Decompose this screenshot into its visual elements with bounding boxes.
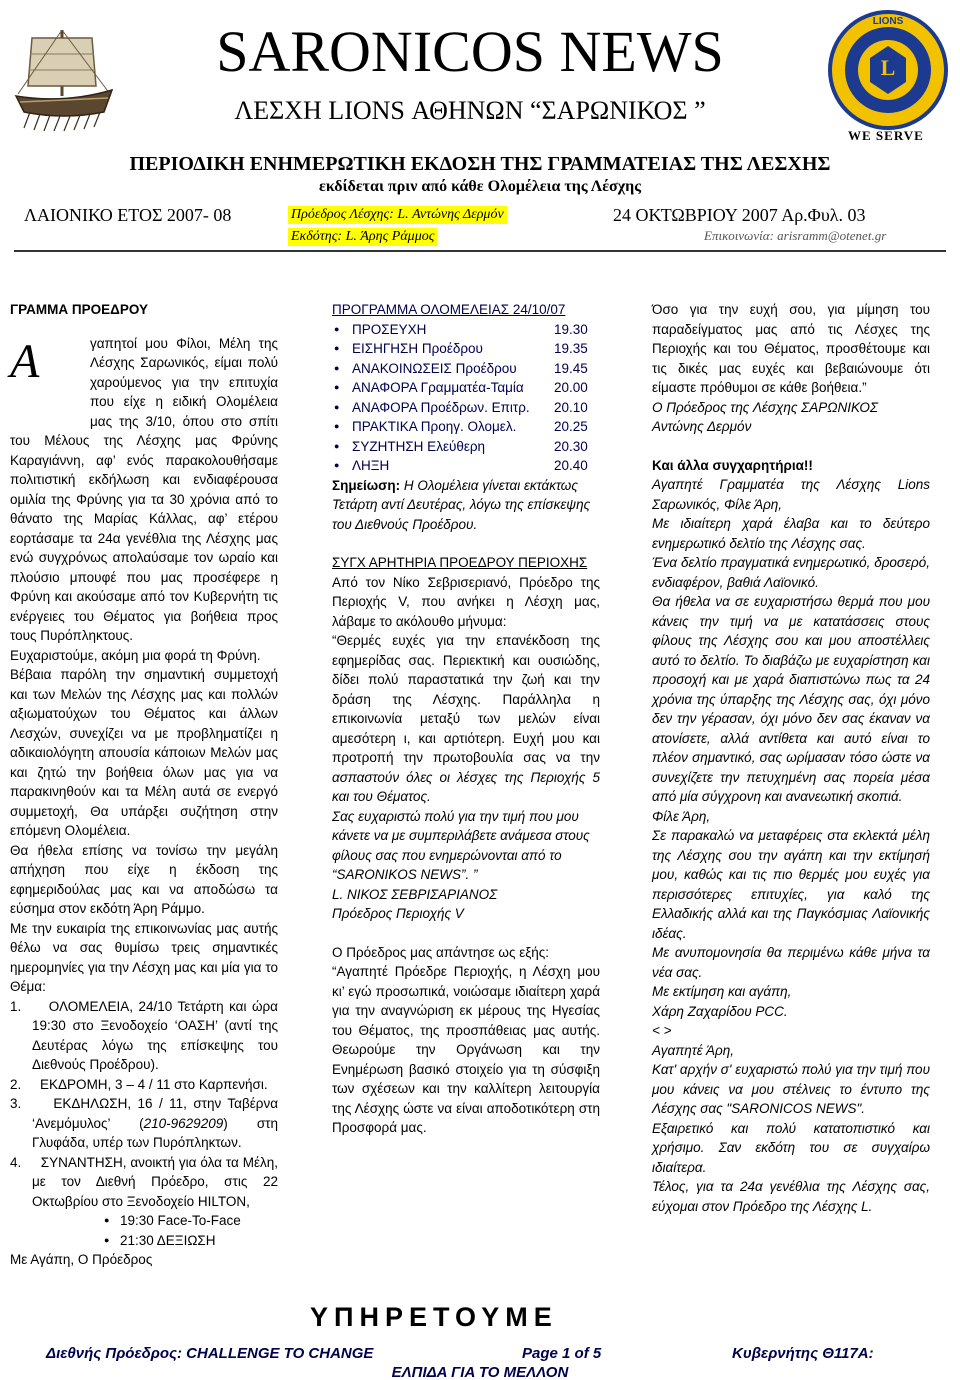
separator: < >	[652, 1023, 672, 1038]
club-subtitle: ΛΕΣΧΗ LIONS ΑΘΗΝΩΝ “ΣΑΡΩΝΙΚΟΣ ”	[234, 96, 706, 125]
letter-paragraph: Με ιδιαίτερη χαρά έλαβα και το δεύτερο ενημερωτικό δελτίο της Λέσχης σας.	[652, 516, 930, 551]
program-item: ● ΣΥΖΗΤΗΣΗ Ελεύθερη 20.30	[332, 437, 600, 457]
letter-paragraph: Κατ' αρχήν σ' ευχαριστώ πολύ για την τιμή που μου κάνεις να μου στέλνεις το έντυπο της Λέσχης σας "SARONICOS NEWS".	[652, 1062, 930, 1116]
header-divider	[14, 250, 946, 252]
list-item: 2. ΕΚΔΡΟΜΗ, 3 – 4 / 11 στο Καρπενήσι.	[10, 1076, 268, 1092]
svg-text:LIONS: LIONS	[872, 16, 904, 27]
issue-date: 24 ΟΚΤΩΒΡΙΟΥ 2007 Αρ.Φυλ. 03	[613, 205, 866, 225]
rally-signature-title: Πρόεδρος Περιοχής V	[332, 906, 464, 921]
letter-paragraph: Φίλε Άρη,	[652, 808, 711, 824]
congrats-heading: Και άλλα συγχαρητήρια!!	[652, 457, 813, 473]
letter-paragraph: Θα ήθελα να σε ευχαριστήσω θερμά που μου κάνεις την τιμή να με κατατάσσεις στους φίλους της Λέσχης σου και μου αποστέλλεις αυτό το δελτίο. Το διαβάζω με ευχαρίστηση και προσοχή και με χαρά διαπιστώνω πως τα 24 χρόνια της ύπαρξης της Λέσχης σας, όχι μόνο δεν την γέρασαν, όχι μόνο δεν σας έκαναν να ατονίσετε, αλλά αντίθετα και αυτό είναι το πλέον σημαντικό, σας ωρίμασαν τόσο ώστε να συνεχίζετε την πετυχημένη σας πορεία μέσα από μία σύγχρονη και ανανεωτική σκοπιά.	[652, 594, 930, 804]
president-line: Πρόεδρος Λέσχης: L. Αντώνης Δερμόν	[288, 206, 507, 224]
letter-paragraph: Με εκτίμηση και αγάπη,	[652, 984, 792, 999]
program-item: ● ΕΙΣΗΓΗΣΗ Προέδρου 19.35	[332, 339, 600, 359]
we-serve-motto: WE SERVE	[848, 128, 924, 143]
program-column	[332, 300, 600, 1138]
program-item: ● ΑΝΑΦΟΡΑ Γραμματέα-Ταμία 20.00	[332, 378, 600, 398]
reply-signature-name: Αντώνης Δερμόν	[652, 419, 752, 434]
list-item: 4. ΣΥΝΑΝΤΗΣΗ, ανοικτή για όλα τα Μέλη, με τον Διεθνή Πρόεδρο, στις 22 Οκτωβρίου στο Ξενοδοχείο HILTON,	[10, 1154, 278, 1209]
note-label: Σημείωση:	[332, 477, 401, 493]
program-item: ● ΛΗΞΗ 20.40	[332, 456, 600, 476]
international-president-slogan: Διεθνής Πρόεδρος: CHALLENGE TO CHANGE	[46, 1345, 374, 1362]
letter-paragraph: Ένα δελτίο πραγματικά ενημερωτικό, δροσερό, ενδιαφέρον, βαθιά Λαϊονικό.	[652, 555, 930, 590]
letter-paragraph: Τέλος, για τα 24α γενέθλια της Λέσχης σας, εύχομαι στον Πρόεδρο της Λέσχης L.	[652, 1179, 930, 1214]
newsletter-title: SARONICOS NEWS	[216, 19, 724, 84]
publication-frequency: εκδίδεται πριν από κάθε Ολομέλεια της Λέσχης	[319, 178, 641, 195]
motto-banner: ΥΠΗΡΕΤΟΥΜΕ	[310, 1302, 558, 1332]
reply-intro: Ο Πρόεδρος μας απάντησε ως εξής:	[332, 944, 550, 960]
letter-paragraph: Αγαπητέ Άρη,	[652, 1042, 734, 1058]
svg-text:L: L	[880, 55, 896, 80]
program-item: ● ΠΡΟΣΕΥΧΗ 19.30	[332, 320, 600, 340]
lions-year: ΛΑΙΟΝΙΚΟ ΕΤΟΣ 2007- 08	[24, 205, 232, 225]
reply-paragraph: “Αγαπητέ Πρόεδρε Περιοχής, η Λέσχη μου κι’ εγώ προσωπικά, νοιώσαμε ιδιαίτερη χαρά για την αναγνώριση εκ μέρους της Ηγεσίας του Θέματος, της προσπάθειας μας αυτής. Θεωρούμε την Οργάνωση και την Ενημέρωση βασικό στοιχείο για τη σύσφιξη των σχέσεων και την καλλίτερη λειτουργία της Λέσχης ώστε να είναι αποδοτικότερη στη Προσφορά μας.	[332, 964, 600, 1135]
letter-paragraph: Εξαιρετικό και πολύ κατατοπιστικό και χρήσιμο. Σαν εκδότη του σε συγχαίρω ιδιαίτερα.	[652, 1120, 930, 1175]
phone-number: 210-9629209	[143, 1115, 224, 1131]
lions-logo	[826, 8, 950, 138]
program-item: ● ΑΝΑΦΟΡΑ Προέδρων. Επιτρ. 20.10	[332, 398, 600, 418]
letter-paragraph: Ευχαριστούμε, ακόμη μια φορά τη Φρύνη.	[10, 647, 261, 663]
letter-paragraph: γαπητοί μου Φίλοι, Μέλη της Λέσχης Σαρωνικός, είμαι πολύ χαρούμενος για την επιτυχία που είχε η ειδική Ολομέλεια μας της 3/10, όπου στο σπίτι του Μέλους της Λέσχης μας Φρύνης Καραγιάννη, αφ’ ενός παρακολουθήσαμε πολιτιστική εκδήλωση και ενδιαφέρουσα ομιλία της Φρύνης για τα 30 χρόνια από το θάνατο της Μαρίας Κάλλας, αφ’ ετέρου εορτάσαμε τα 24α γενέθλια της Λέσχης μας ενώ συγχρόνως απολαύσαμε τον ωραίο και πλούσιο μπουφέ που μας προσέφερε η Φρύνη και ακούσαμε από τον Κυβερνήτη τις ενέργειες του Θέματος για βοήθεια προς τους Πυρόπληκτους.	[10, 335, 278, 643]
reply-signature: Ο Πρόεδρος της Λέσχης ΣΑΡΩΝΙΚΟΣ	[652, 399, 878, 415]
president-letter-heading: ΓΡΑΜΜΑ ΠΡΟΕΔΡΟΥ	[10, 302, 148, 317]
governor-label: Κυβερνήτης Θ117Α:	[732, 1345, 874, 1362]
rally-paragraph: Από τον Νίκο Σεβρισεριανό, Πρόεδρο της Περιοχής V, που ανήκει η Λέσχη μας, λάβαμε το ακόλουθο μήνυμα:	[332, 574, 600, 629]
letter-paragraph: Βέβαια παρόλη την σημαντική συμμετοχή και των Μελών της Λέσχης μας και πολλών αξιωματούχων του Θέματος και άλλων Λεσχών, συνεχίζει να με προβληματίζει η αδικαιολόγητη απουσία κάποιων Μελών μας και ζητώ την βοήθεια όλων μας για να παρακινηθούν και τα Μέλη αυτά σε ενεργό συμμετοχή, Θα υπάρξει συζήτηση στην επόμενη Ολομέλεια.	[10, 667, 278, 838]
reply-paragraph: Όσο για την ευχή σου, για μίμηση του παραδείγματος μας από τις Λέσχες της Περιοχής και του Θέματος, προσθέτουμε και τις δικές μας ευχές και βεβαιώνουμε ότι είμαστε πρόθυμοι σε κάθε βοήθεια.”	[652, 302, 930, 395]
publication-description: ΠΕΡΙΟΔΙΚΗ ΕΝΗΜΕΡΩΤΙΚΗ ΕΚΔΟΣΗ ΤΗΣ ΓΡΑΜΜΑΤΕΙΑΣ ΤΗΣ ΛΕΣΧΗΣ	[129, 153, 831, 175]
governor-slogan: ΕΛΠΙΔΑ ΓΙΑ ΤΟ ΜΕΛΛΟΝ	[391, 1364, 569, 1380]
rally-paragraph-italic: ασπαστούν όλες οι λέσχες της Περιοχής 5 και του Θέματος.	[332, 769, 600, 804]
letter-paragraph: Με την ευκαιρία της επικοινωνίας μας αυτής θέλω να σας θυμίσω τρεις σημαντικές ημερομηνίες για την Λέσχη μας και μία για το Θέμα:	[10, 920, 278, 994]
rally-heading: ΣΥΓΧ ΑΡΗΤΗΡΙΑ ΠΡΟΕΔΡΟΥ ΠΕΡΙΟΧΗΣ	[332, 555, 588, 570]
letter-paragraph: Σε παρακαλώ να μεταφέρεις στα εκλεκτά μέλη της Λέσχης σου την αγάπη και την εκτίμησή μου, καθώς και τις πιο θερμές μου ευχές για περισσότερες επιτυχίες, για καλό της Ελλαδικής αλλά και της Παγκόσμιας Λαϊονικής ιδέας.	[652, 828, 930, 941]
letter-paragraph: Με ανυπομονησία θα περιμένω κάθε μήνα τα νέα σας.	[652, 945, 930, 980]
list-item: 3. ΕΚΔΗΛΩΣΗ, 16 / 11, στην Ταβέρνα ‘Ανεμόμυλος’ (210-9629209) στη Γλυφάδα, υπέρ των Πυρόπληκτων.	[10, 1096, 278, 1150]
program-item: ● ΑΝΑΚΟΙΝΩΣΕΙΣ Προέδρου 19.45	[332, 359, 600, 379]
drop-cap: Α	[10, 334, 40, 388]
sub-list-item: ● 19:30 Face-To-Face	[10, 1211, 278, 1231]
rally-paragraph: Σας ευχαριστώ πολύ για την τιμή που μου κάνετε να με συμπεριλάβετε ανάμεσα στους φίλους σας που ενημερώνονται από το “SARONIKOS NEWS”. ”	[332, 808, 590, 882]
letter-paragraph: Θα ήθελα επίσης να τονίσω την μεγάλη απήχηση που είχε η έκδοση της εφημεριδούλας μας και να αποδώσω τα εύσημα στον εκδότη Άρη Ράμμο.	[10, 842, 278, 916]
program-item: ● ΠΡΑΚΤΙΚΑ Προηγ. Ολομελ. 20.25	[332, 417, 600, 437]
sub-list-item: ● 21:30 ΔΕΞΙΩΣΗ	[10, 1231, 278, 1251]
note-text: Η Ολομέλεια γίνεται εκτάκτως Τετάρτη αντί Δευτέρας, λόγω της επίσκεψης του Διεθνούς Προέδρου.	[332, 477, 591, 532]
contact-email[interactable]: Επικοινωνία: arisramm@otenet.gr	[704, 228, 887, 243]
list-item: 1. ΟΛΟΜΕΛΕΙΑ, 24/10 Τετάρτη και ώρα 19:30 στο Ξενοδοχείο ‘ΟΑΣΗ’ (αντί της Δευτέρας λόγω της επίσκεψης του Διεθνούς Προέδρου).	[10, 998, 278, 1072]
publisher-line: Εκδότης: L. Άρης Ράμμος	[288, 228, 437, 246]
rally-signature: L. ΝΙΚΟΣ ΣΕΒΡΙΣΑΡΙΑΝΟΣ	[332, 886, 498, 902]
page-number: Page 1 of 5	[522, 1345, 602, 1362]
ship-image	[14, 24, 114, 132]
president-letter-column	[10, 300, 278, 1270]
letter-paragraph: Χάρη Ζαχαρίδου PCC.	[652, 1003, 788, 1019]
program-heading: ΠΡΟΓΡΑΜΜΑ ΟΛΟΜΕΛΕΙΑΣ 24/10/07	[332, 302, 566, 317]
letter-paragraph: Αγαπητέ Γραμματέα της Λέσχης Lions Σαρωνικός, Φίλε Άρη,	[652, 477, 930, 512]
congratulations-column	[652, 300, 930, 1216]
letter-closing: Με Αγάπη, Ο Πρόεδρος	[10, 1252, 153, 1267]
rally-paragraph: “Θερμές ευχές για την επανέκδοση της εφημερίδας σας. Περιεκτική και ουσιώδης, δίδει πολύ παραστατικά την ζωή και την δράση της Λέσχης. Παράλληλα η επικοινωνία μεταξύ των μελών είναι αμεσότερη ι, και αρτιότερη. Ευχή μου και προτροπή την πρωτοβουλία σας να την	[332, 633, 600, 765]
